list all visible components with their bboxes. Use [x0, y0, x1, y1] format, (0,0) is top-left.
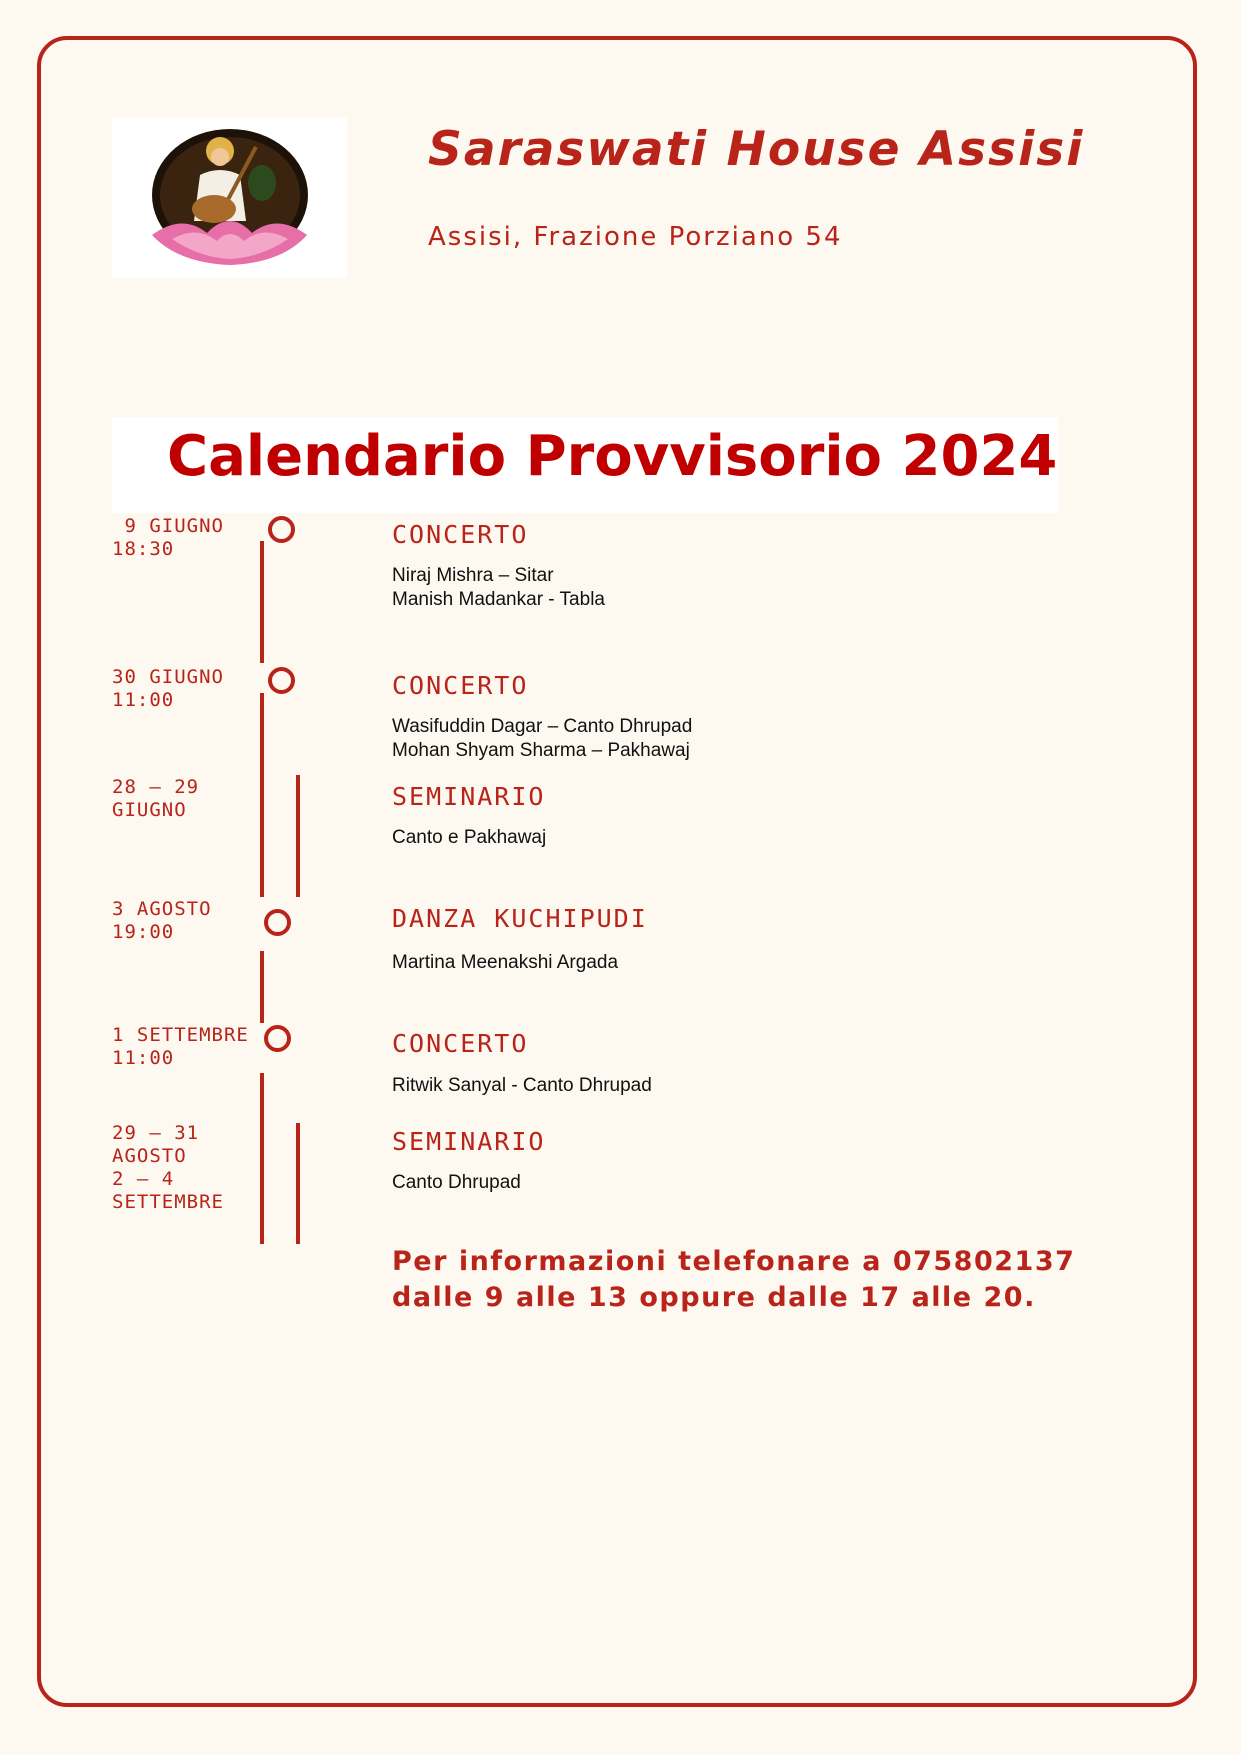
- timeline-line: [260, 693, 264, 775]
- timeline-dot: [264, 1025, 291, 1052]
- organization-address: Assisi, Frazione Porziano 54: [428, 222, 843, 252]
- event-description: Niraj Mishra – Sitar Manish Madankar - Tabla: [392, 565, 605, 610]
- organization-name: Saraswati House Assisi: [428, 122, 1085, 177]
- event-date: 1 SETTEMBRE 11:00: [112, 1024, 249, 1069]
- timeline-line: [296, 1123, 300, 1244]
- event-type: CONCERTO: [392, 671, 529, 700]
- event-description: Wasifuddin Dagar – Canto Dhrupad Mohan Shyam Sharma – Pakhawaj: [392, 716, 693, 761]
- timeline-line: [260, 775, 264, 897]
- contact-info: [392, 1244, 1075, 1316]
- timeline-line: [260, 951, 264, 1023]
- contact-info-line: Per informazioni telefonare a 075802137: [392, 1246, 1076, 1277]
- event-date: 29 – 31 AGOSTO 2 – 4 SETTEMBRE: [112, 1122, 224, 1213]
- timeline-dot: [268, 667, 295, 694]
- contact-info-line: dalle 9 alle 13 oppure dalle 17 alle 20.: [392, 1282, 1036, 1313]
- timeline-line: [296, 775, 300, 897]
- page-frame: [37, 36, 1197, 1707]
- timeline-dot: [268, 516, 295, 543]
- event-type: SEMINARIO: [392, 1127, 546, 1156]
- event-date: 30 GIUGNO 11:00: [112, 666, 224, 711]
- event-type: CONCERTO: [392, 1029, 529, 1058]
- event-type: DANZA KUCHIPUDI: [392, 904, 648, 933]
- event-date: 9 GIUGNO 18:30: [112, 515, 224, 560]
- event-date: 28 – 29 GIUGNO: [112, 776, 200, 821]
- event-description: Canto Dhrupad: [392, 1172, 521, 1193]
- event-description: Ritwik Sanyal - Canto Dhrupad: [392, 1075, 652, 1096]
- event-description: Canto e Pakhawaj: [392, 827, 547, 848]
- saraswati-logo: [112, 117, 347, 278]
- title-banner: [112, 417, 1058, 513]
- timeline-line: [260, 1123, 264, 1244]
- event-date: 3 AGOSTO 19:00: [112, 898, 212, 943]
- timeline-dot: [264, 909, 291, 936]
- event-type: SEMINARIO: [392, 782, 546, 811]
- event-type: CONCERTO: [392, 520, 529, 549]
- timeline-line: [260, 1073, 264, 1123]
- page-title: Calendario Provvisorio 2024: [167, 424, 1058, 489]
- timeline-line: [260, 541, 264, 663]
- event-description: Martina Meenakshi Argada: [392, 952, 619, 973]
